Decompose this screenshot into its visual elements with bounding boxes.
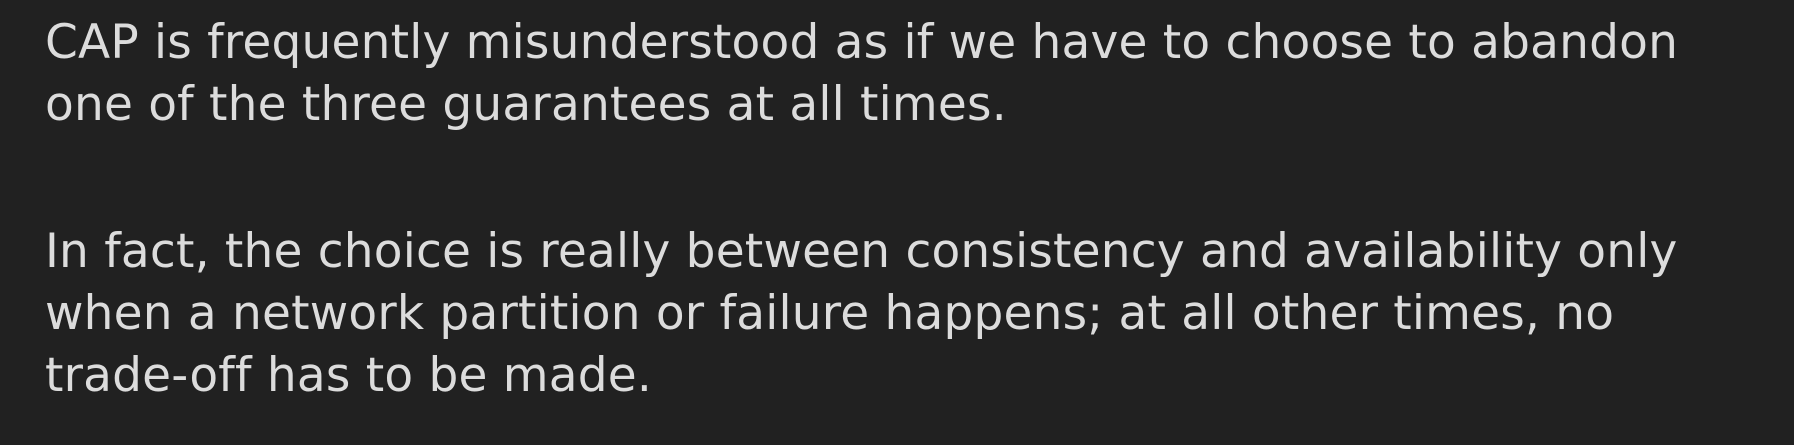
paragraph-cap-misunderstanding	[45, 12, 1785, 136]
text-line: one of the three guarantees at all times.	[45, 77, 1007, 132]
text-line: trade-off has to be made.	[45, 348, 653, 403]
text-line: when a network partition or failure happens; at all other times, no	[45, 286, 1615, 341]
text-line: CAP is frequently misunderstood as if we have to choose to abandon	[45, 15, 1679, 70]
paragraph-cap-clarification	[45, 221, 1785, 407]
document-body	[45, 12, 1785, 407]
text-line: In fact, the choice is really between consistency and availability only	[45, 224, 1678, 279]
